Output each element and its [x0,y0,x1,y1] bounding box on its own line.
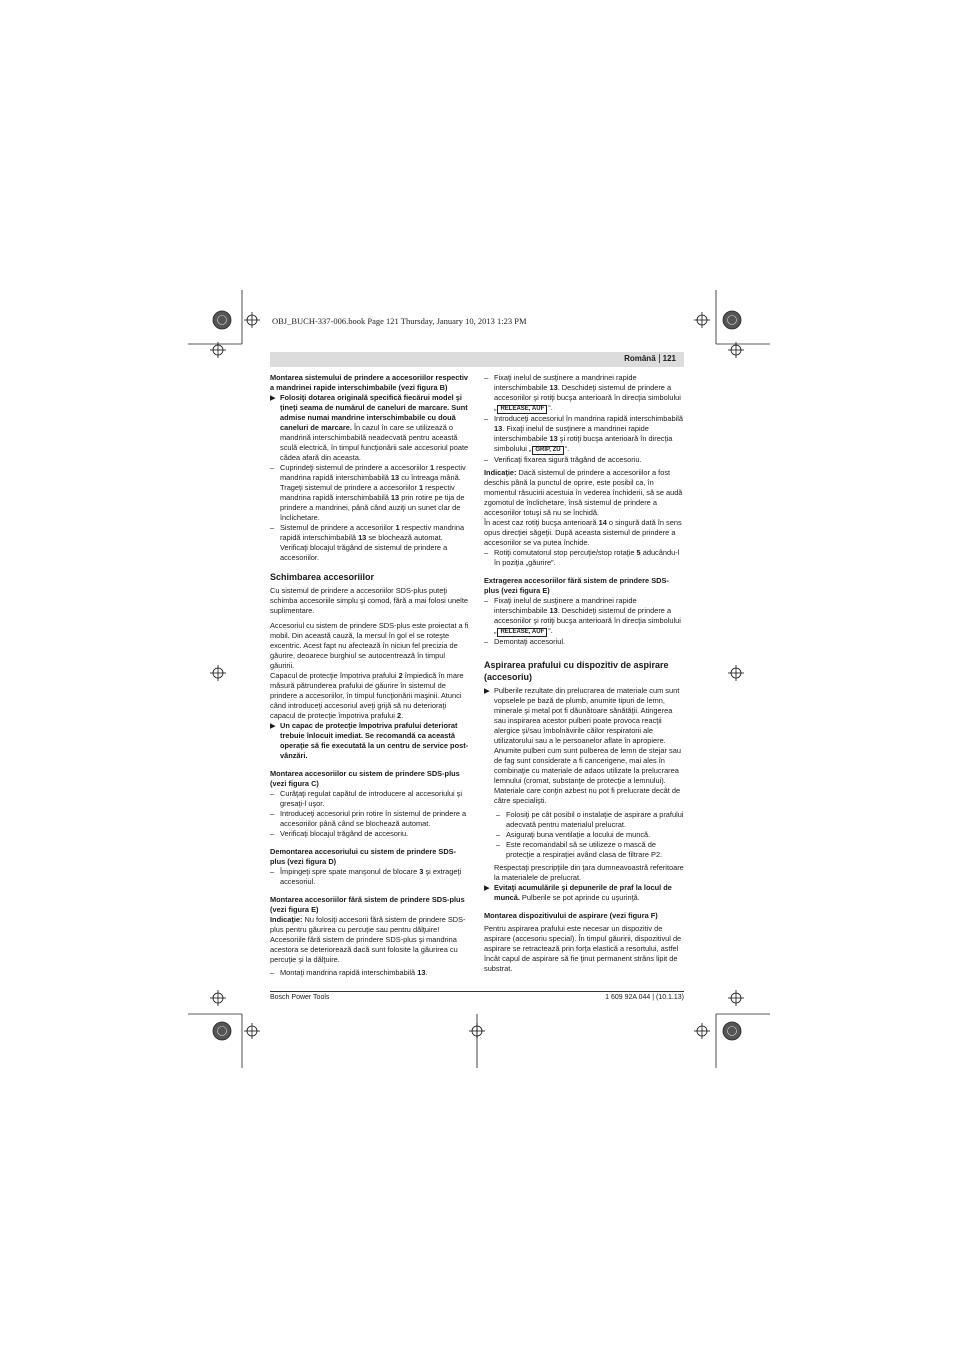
register-mark-bottom-right [723,1022,741,1040]
heading-insert-non-sds-e: Montarea accesoriilor fără sistem de prindere SDS-plus (vezi figura E) [270,895,465,914]
step-check-seat: – Verificaţi fixarea sigură trăgând de accesoriu. [484,455,642,464]
release-symbol: RELEASE, AUF [497,628,547,637]
footer-doc-number: 1 609 92A 044 | (10.1.13) [605,994,684,1001]
step-insert-rotate: – Introduceţi accesoriul prin rotire în sistemul de prindere a accesoriilor până când se blochează automat. [270,809,467,828]
bullet-avoid-dust: ▶ Evitaţi acumulările şi depunerile de praf la locul de muncă. Pulberile se pot aprinde cu uşurinţă. [484,883,672,902]
left-column [270,373,470,978]
triangle-bullet-icon: ▶ [270,393,276,402]
right-column [484,373,684,974]
step-mount-chuck: – Montaţi mandrina rapidă interschimbabilă 13. [270,968,428,977]
step-locks-automatically: – Sistemul de prindere a accesoriilor 1 respectiv mandrina rapidă interschimbabilă 13 se blochează automat. Verificaţi blocajul trăgând de sistemul de prindere a accesoriilor. [270,523,465,562]
step-push-sleeve: – Împingeţi spre spate manşonul de blocare 3 şi extrageţi accesoriul. [270,867,462,886]
step-hold-ring-release: – Fixaţi inelul de susţinere a mandrinei rapide interschimbabile 13. Deschideţi sistemul de prindere a accesoriilor şi rotiţi bucşa anterioară în direcţia simbolului „ RELEASE, AUF “. [484,373,681,412]
header-text [624,354,676,363]
note-non-sds: Indicaţie: Nu folosiţi accesorii fără sistem de prindere SDS-plus pentru găurirea cu percuţie sau pentru dălţuire! Accesoriile fără sistem de prindere SDS-plus şi mandrina acestora se deteriorează dacă sunt folosite la găurirea cu percuţie şi la dălţuire. [270,915,466,964]
heading-dust-extraction: Aspirarea prafului cu dispozitiv de aspirare (accesoriu) [484,660,669,682]
paragraph-carcinogenic: Anumite pulberi cum sunt pulberea de lemn de stejar sau de fag sunt considerate a fi cancerigene, mai ales în combinaţie cu materiale de adaos utilizate la prelucrarea lemnului (cromat, substanţe de protecţie a lemnului). Materiale care conţin azbest nu pot fi prelucrate decât de către specialişti. [494,746,681,805]
paragraph-dust-cap: Capacul de protecţie împotriva prafului 2 împiedică în mare măsură pătrunderea prafului de găurire în sistemul de prindere a accesoriilor, în timpul funcţionării maşinii. Atunci când introduceţi accesoriul aveţi grijă să nu deterioraţi capacul de protecţie împotriva prafului 2. [270,671,464,720]
page-header [270,352,684,367]
release-symbol: RELEASE, AUF [497,405,547,414]
heading-install-b: Montarea sistemului de prindere a accesoriilor respectiv a mandrinei rapide interschimbabile (vezi figura B) [270,373,468,392]
sub-extraction-unit: – Folosiţi pe cât posibil o instalaţie de aspirare a prafului adecvată pentru materialul prelucrat. [496,810,684,829]
print-info-line: OBJ_BUCH-337-006.book Page 121 Thursday, January 10, 2013 1:23 PM [272,316,527,326]
step-drilling-mode: – Rotiţi comutatorul stop percuţie/stop rotaţie 5 aducându-l în poziţia „găurire”. [484,548,680,567]
heading-mount-extractor-f: Montarea dispozitivului de aspirare (vezi figura F) [484,911,658,920]
heading-insert-sds-c: Montarea accesoriilor cu sistem de prindere SDS-plus (vezi figura C) [270,769,460,788]
register-mark-top-left [213,311,231,329]
step-insert-grip: – Introduceţi accesoriul în mandrina rapidă interschimbabilă 13. Fixaţi inelul de susţinere a mandrinei rapide interschimbabile 13 şi rotiţi bucşa anterioară în direcţia simbolului „ GRIP, ZU “. [484,414,683,453]
paragraph-sds-plus: Cu sistemul de prindere a accesoriilor SDS-plus puteţi schimba accesoriile simplu şi comod, fără a mai folosi unelte suplimentare. [270,586,468,615]
sub-mask: – Este recomandabil să se utilizeze o mască de protecţie a respiraţiei având clasa de filtrare P2. [496,840,663,859]
bullet-damaged-cap: ▶ Un capac de protecţie împotriva prafului deteriorat trebuie înlocuit imediat. Se recomandă ca această operaţie să fie executată la un centru de service post-vânzări. [270,721,469,760]
step-grip-chuck: – Cuprindeţi sistemul de prindere a accesoriilor 1 respectiv mandrina rapidă interschimbabilă 13 cu întreaga mână. Trageţi sistemul de prindere a accesoriilor 1 respectiv mandrina rapidă interschimbabilă 13 prin rotire pe tija de prindere a mandrinei, până când auziţi un sunet clar de înclichetare. [270,463,466,522]
heading-remove-non-sds: Extragerea accesoriilor fără sistem de prindere SDS-plus (vezi figura E) [484,576,669,595]
grip-symbol: GRIP, ZU [532,446,563,455]
triangle-bullet-icon: ▶ [270,721,276,730]
register-mark-bottom-left [213,1022,231,1040]
heading-change-tool: Schimbarea accesoriilor [270,572,375,582]
paragraph-free-movement: Accesoriul cu sistem de prindere SDS-plus este proiectat a fi mobil. Din această cauză, la mersul în gol el se roteşte excentric. Acest fapt nu afectează în niciun fel precizia de găurire, deoarece burghiul se autocentrează în timpul găuririi. [270,621,469,670]
paragraph-regulations: Respectaţi prescripţiile din ţara dumneavoastră referitoare la materialele de prelucrat. [494,863,684,882]
header-language: Română [624,354,656,363]
bullet-original-equipment: ▶ Folosiţi dotarea originală specifică fiecărui model şi ţineţi seama de numărul de caneluri de marcare. Sunt admise numai mandrine interschimbabile cu două caneluri de marcare. În cazul în care se utilizează o mandrină interschimbabilă neadecvată pentru această sculă electrică, în timpul funcţionării sale accesoriul poate cădea afară din aceasta. [270,393,469,462]
step-check-lock: – Verificaţi blocajul trăgând de accesoriu. [270,829,409,838]
paragraph-front-sleeve: În acest caz rotiţi bucşa anterioară 14 o singură dată în sens opus direcţiei săgeţii. După aceasta sistemul de prindere a accesoriilor se va putea închide. [484,518,682,547]
triangle-bullet-icon: ▶ [484,883,490,892]
bullet-dust-hazard: ▶ Pulberile rezultate din prelucrarea de materiale cum sunt vopselele pe bază de plumb, anumite tipuri de lemn, minerale şi metal pot fi dăunătoare sănătăţii. Atingerea sau inspirarea acestor pulberi poate provoca reacţii alergice şi/sau îmbolnăvirile căilor respiratorii ale utilizatorului sau a le persoanelor aflate în apropiere. [484,686,680,745]
heading-remove-sds-d: Demontarea accesoriului cu sistem de prindere SDS-plus (vezi figura D) [270,847,457,866]
sub-ventilation: – Asiguraţi buna ventilaţie a locului de muncă. [496,830,651,839]
page-number: 121 [659,354,676,363]
footer-brand: Bosch Power Tools [270,994,330,1001]
step-hold-ring-open: – Fixaţi inelul de susţinere a mandrinei rapide interschimbabile 13. Deschideţi sistemul de prindere a accesoriilor şi rotiţi bucşa anterioară în direcţia simbolului „ RELEASE, AUF “. [484,596,681,635]
triangle-bullet-icon: ▶ [484,686,490,695]
footer-rule [270,991,684,992]
register-mark-top-right [723,311,741,329]
note-stop-point: Indicaţie: Dacă sistemul de prindere a accesoriilor a fost deschis până la punctul de oprire, este posibil ca, în momentul răsucirii acestuia în vederea închiderii, să se audă zgomotul de înclichetare, însă sistemul de prindere a accesoriilor totuşi să nu se închidă. [484,468,683,517]
paragraph-extractor: Pentru aspirarea prafului este necesar un dispozitiv de aspirare (accesoriu special). În timpul găuririi, dispozitivul de aspirare se retractează prin forţa elastică a resortului, astfel încât capul de aspirare să fie ţinut permanent strâns lipit de substrat. [484,924,682,973]
step-clean-shank: – Curăţaţi regulat capătul de introducere al accesoriului şi gresaţi-l uşor. [270,789,462,808]
step-remove-tool: – Demontaţi accesoriul. [484,637,566,646]
